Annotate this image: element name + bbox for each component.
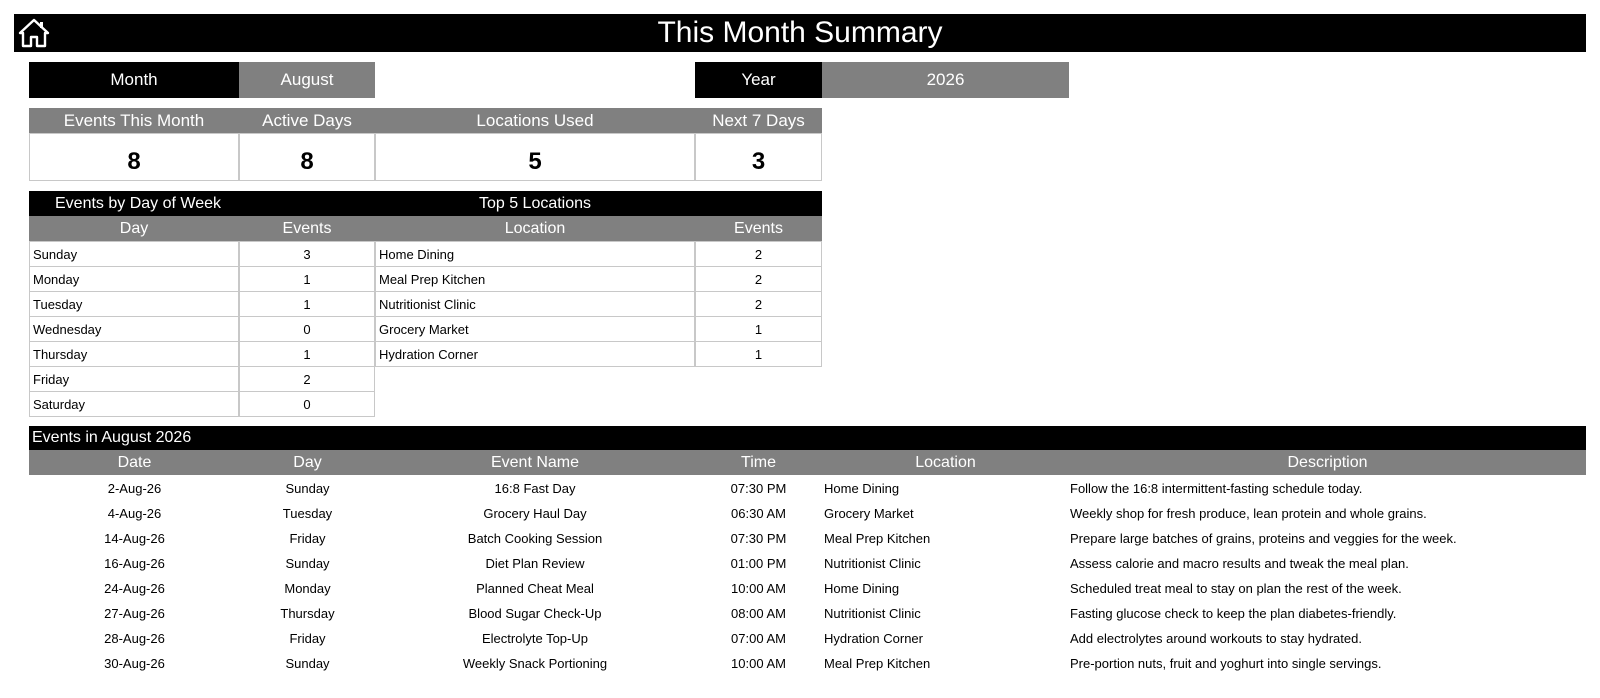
event-description: Scheduled treat meal to stay on plan the rest of the week. [1070, 581, 1402, 596]
event-name: 16:8 Fast Day [494, 481, 576, 496]
event-name: Planned Cheat Meal [476, 581, 594, 596]
event-time: 10:00 AM [731, 656, 786, 671]
events-section-title: Events in August 2026 [29, 426, 1586, 450]
month-selector[interactable]: August [239, 62, 375, 98]
event-description: Assess calorie and macro results and tweak the meal plan. [1070, 556, 1409, 571]
events-col-day: Day [293, 454, 322, 471]
kpi-locations-used-value: 5 [375, 133, 695, 181]
event-date: 2-Aug-26 [107, 481, 162, 496]
by-day-row-events: 1 [239, 266, 375, 292]
kpi-locations-used-label: Locations Used [375, 108, 695, 133]
event-description: Pre-portion nuts, fruit and yoghurt into single servings. [1070, 656, 1382, 671]
title-bar [14, 14, 1586, 52]
kpi-next-7-days-label: Next 7 Days [695, 108, 822, 133]
top-locations-col-events: Events [695, 216, 822, 241]
event-time: 06:30 AM [731, 506, 786, 521]
event-row [29, 576, 1586, 601]
events-header-row [29, 450, 1586, 475]
events-col-location: Location [915, 454, 976, 471]
kpi-active-days-value: 8 [239, 133, 375, 181]
event-day: Friday [289, 531, 326, 546]
by-day-row-day: Thursday [29, 341, 239, 367]
by-day-row-events: 3 [239, 241, 375, 267]
by-day-row-events: 2 [239, 366, 375, 392]
event-day: Friday [289, 631, 326, 646]
by-day-row-day: Saturday [29, 391, 239, 417]
event-description: Weekly shop for fresh produce, lean protein and whole grains. [1070, 506, 1427, 521]
by-day-row-events: 1 [239, 341, 375, 367]
kpi-next-7-days-value: 3 [695, 133, 822, 181]
page-title: This Month Summary [657, 16, 943, 49]
event-row [29, 551, 1586, 576]
event-location: Meal Prep Kitchen [824, 656, 931, 671]
by-day-row-events: 1 [239, 291, 375, 317]
by-day-col-day: Day [29, 216, 239, 241]
event-time: 08:00 AM [731, 606, 786, 621]
top-location-row-name: Nutritionist Clinic [375, 291, 695, 317]
event-date: 30-Aug-26 [104, 656, 165, 671]
event-time: 07:30 PM [730, 481, 787, 496]
top-location-row-name: Home Dining [375, 241, 695, 267]
event-date: 14-Aug-26 [104, 531, 165, 546]
events-col-time: Time [741, 454, 776, 471]
event-row [29, 476, 1586, 501]
event-date: 28-Aug-26 [104, 631, 165, 646]
event-name: Weekly Snack Portioning [462, 656, 608, 671]
tables-header-bar [29, 191, 822, 216]
event-name: Batch Cooking Session [467, 531, 603, 546]
event-date: 4-Aug-26 [107, 506, 162, 521]
top-location-row-events: 2 [695, 241, 822, 267]
event-day: Thursday [280, 606, 335, 621]
event-time: 10:00 AM [731, 581, 786, 596]
by-day-row-day: Tuesday [29, 291, 239, 317]
event-description: Fasting glucose check to keep the plan diabetes-friendly. [1070, 606, 1397, 621]
event-time: 01:00 PM [730, 556, 787, 571]
event-row [29, 651, 1586, 676]
event-row [29, 501, 1586, 526]
event-description: Prepare large batches of grains, proteins and veggies for the week. [1070, 531, 1457, 546]
top-location-row-name: Hydration Corner [375, 341, 695, 367]
event-location: Meal Prep Kitchen [824, 531, 931, 546]
year-selector[interactable]: 2026 [822, 62, 1069, 98]
event-day: Tuesday [282, 506, 333, 521]
top-locations-col-location: Location [375, 216, 695, 241]
year-label: Year [695, 62, 822, 98]
by-day-row-day: Friday [29, 366, 239, 392]
top-location-row-events: 2 [695, 266, 822, 292]
kpi-events-this-month-value: 8 [29, 133, 239, 181]
event-name: Grocery Haul Day [483, 506, 587, 521]
by-day-row-day: Wednesday [29, 316, 239, 342]
event-location: Home Dining [824, 481, 900, 496]
event-time: 07:30 PM [730, 531, 787, 546]
event-day: Monday [284, 581, 331, 596]
top-location-row-events: 2 [695, 291, 822, 317]
top-location-row-name: Grocery Market [375, 316, 695, 342]
event-day: Sunday [285, 481, 330, 496]
event-description: Add electrolytes around workouts to stay hydrated. [1070, 631, 1362, 646]
kpi-active-days-label: Active Days [239, 108, 375, 133]
by-day-row-day: Sunday [29, 241, 239, 267]
top-locations-title: Top 5 Locations [478, 194, 592, 212]
top-location-row-name: Meal Prep Kitchen [375, 266, 695, 292]
event-location: Grocery Market [824, 506, 914, 521]
event-date: 16-Aug-26 [104, 556, 165, 571]
event-name: Blood Sugar Check-Up [468, 606, 602, 621]
event-time: 07:00 AM [731, 631, 786, 646]
event-location: Nutritionist Clinic [824, 606, 921, 621]
event-day: Sunday [285, 556, 330, 571]
event-date: 24-Aug-26 [104, 581, 165, 596]
by-day-row-day: Monday [29, 266, 239, 292]
event-day: Sunday [285, 656, 330, 671]
event-date: 27-Aug-26 [104, 606, 165, 621]
events-col-date: Date [117, 454, 152, 471]
event-name: Electrolyte Top-Up [482, 631, 588, 646]
event-row [29, 601, 1586, 626]
event-row [29, 526, 1586, 551]
by-day-title: Events by Day of Week [55, 194, 221, 212]
event-location: Home Dining [824, 581, 900, 596]
kpi-events-this-month-label: Events This Month [29, 108, 239, 133]
event-location: Hydration Corner [824, 631, 923, 646]
events-col-description: Description [1287, 454, 1368, 471]
top-location-row-events: 1 [695, 316, 822, 342]
event-row [29, 626, 1586, 651]
by-day-row-events: 0 [239, 391, 375, 417]
event-location: Nutritionist Clinic [824, 556, 921, 571]
event-name: Diet Plan Review [485, 556, 585, 571]
by-day-col-events: Events [239, 216, 375, 241]
event-description: Follow the 16:8 intermittent-fasting schedule today. [1070, 481, 1363, 496]
month-label: Month [29, 62, 239, 98]
events-col-event-name: Event Name [490, 454, 580, 471]
by-day-row-events: 0 [239, 316, 375, 342]
top-location-row-events: 1 [695, 341, 822, 367]
